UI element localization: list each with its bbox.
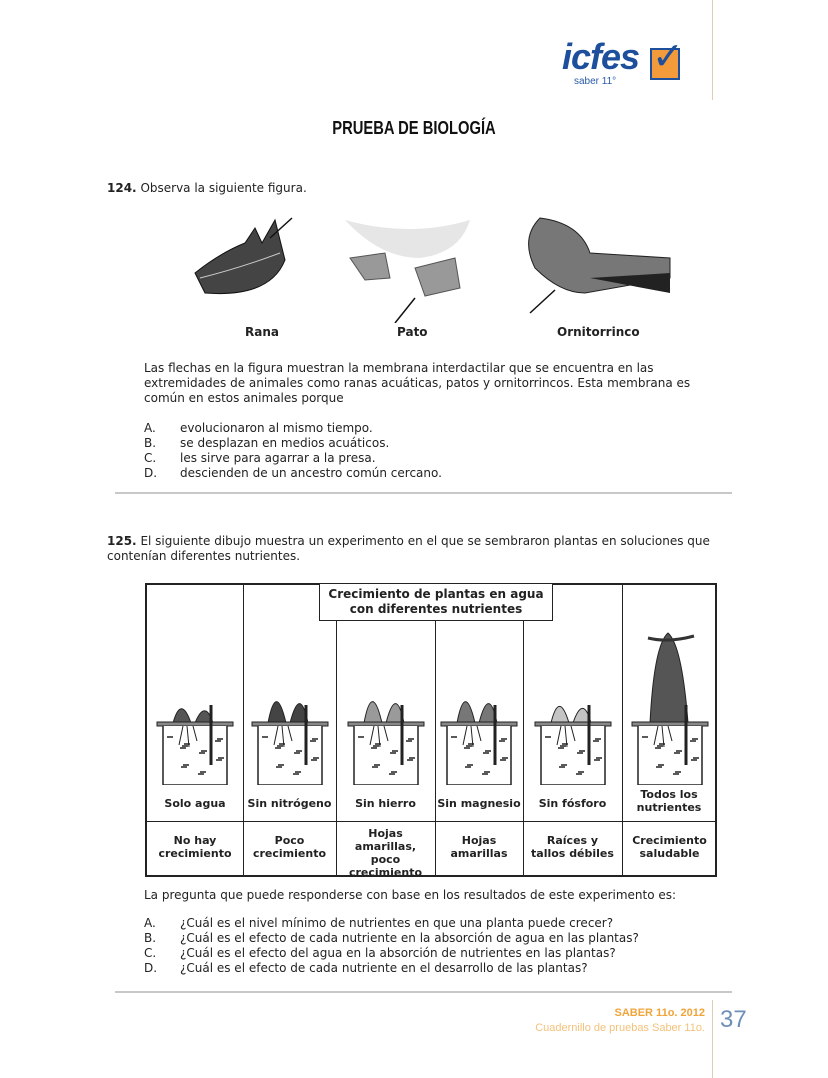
option-text: descienden de un ancestro común cercano.	[180, 466, 442, 480]
answer-option	[144, 421, 373, 435]
option-letter: D.	[144, 961, 158, 975]
column-divider	[523, 585, 524, 875]
footer-subtitle: Cuadernillo de pruebas Saber 11o.	[535, 1022, 705, 1034]
question-124-stem: Las flechas en la figura muestran la membrana interdactilar que se encuentra en las extremidades de animales como ranas acuáticas, patos y ornitorrincos. Esta membrana es común en estos animales porque	[144, 361, 691, 405]
column-divider	[435, 585, 436, 875]
logo-word: icfes	[562, 36, 640, 77]
plant-beaker-drawing	[248, 595, 332, 785]
option-letter: C.	[144, 946, 157, 960]
platypus-foot-image	[529, 218, 670, 313]
result-label: Crecimiento saludable	[632, 834, 707, 860]
condition-label: Sin magnesio	[437, 797, 521, 810]
option-letter: A.	[144, 421, 156, 435]
result-label: Hojas amarillas	[450, 834, 508, 860]
plant-beaker-drawing	[344, 595, 428, 785]
answer-option	[144, 916, 613, 930]
condition-label: Solo agua	[164, 797, 226, 810]
label-pato: Pato	[397, 325, 428, 339]
question-124-prompt	[107, 181, 307, 196]
check-icon: ✓	[652, 34, 684, 78]
figure-title: Crecimiento de plantas en agua con diferentes nutrientes	[319, 583, 553, 621]
margin-line-top	[712, 0, 713, 100]
row-divider	[147, 821, 715, 822]
plant-beaker-drawing	[437, 595, 521, 785]
plant-beaker-drawing	[531, 595, 615, 785]
question-125-prompt	[107, 534, 727, 564]
result-label: Raíces y tallos débiles	[531, 834, 614, 860]
page-number: 37	[720, 1006, 747, 1033]
webbed-feet-figure	[190, 198, 680, 323]
option-letter: A.	[144, 916, 156, 930]
margin-line-bottom	[712, 1000, 713, 1078]
option-text: ¿Cuál es el efecto de cada nutriente en el desarrollo de las plantas?	[180, 961, 588, 975]
footer-title: SABER 11o. 2012	[614, 1007, 705, 1019]
icfes-logo	[562, 36, 702, 96]
answer-option	[144, 436, 389, 450]
label-ornitorrinco: Ornitorrinco	[557, 325, 640, 339]
option-letter: D.	[144, 466, 158, 480]
frog-foot-image	[195, 218, 292, 294]
plant-beaker-drawing	[153, 595, 237, 785]
prompt-text: Observa la siguiente figura.	[140, 181, 307, 195]
divider	[115, 991, 732, 993]
answer-option	[144, 961, 588, 975]
column-divider	[622, 585, 623, 875]
answer-option	[144, 931, 639, 945]
condition-label: Todos los nutrientes	[636, 788, 702, 814]
result-label: No hay crecimiento	[158, 834, 232, 860]
experiment-figure	[145, 583, 717, 877]
duck-foot-image	[345, 220, 470, 323]
option-text: ¿Cuál es el efecto del agua en la absorción de nutrientes en las plantas?	[180, 946, 616, 960]
option-letter: B.	[144, 931, 157, 945]
page-title: PRUEBA DE BIOLOGÍA	[332, 118, 496, 138]
answer-option	[144, 946, 616, 960]
answer-option	[144, 451, 376, 465]
answer-option	[144, 466, 442, 480]
prompt-text: El siguiente dibujo muestra un experimento en el que se sembraron plantas en soluciones que contenían diferentes nutrientes.	[107, 534, 710, 563]
question-number: 125.	[107, 534, 137, 548]
option-text: se desplazan en medios acuáticos.	[180, 436, 390, 450]
result-label: Hojas amarillas, poco crecimiento	[348, 827, 423, 879]
condition-label: Sin hierro	[355, 797, 416, 810]
condition-label: Sin fósforo	[538, 797, 607, 810]
option-text: evolucionaron al mismo tiempo.	[180, 421, 373, 435]
question-125-stem: La pregunta que puede responderse con base en los resultados de este experimento es:	[144, 888, 677, 902]
option-text: ¿Cuál es el nivel mínimo de nutrientes en que una planta puede crecer?	[180, 916, 614, 930]
plant-beaker-drawing	[628, 595, 712, 785]
option-letter: C.	[144, 451, 157, 465]
result-label: Poco crecimiento	[252, 834, 327, 860]
option-text: les sirve para agarrar a la presa.	[180, 451, 376, 465]
question-number: 124.	[107, 181, 137, 195]
option-letter: B.	[144, 436, 157, 450]
logo-sub: saber 11°	[574, 76, 617, 87]
condition-label: Sin nitrógeno	[247, 797, 332, 810]
option-text: ¿Cuál es el efecto de cada nutriente en la absorción de agua en las plantas?	[180, 931, 639, 945]
divider	[115, 492, 732, 494]
column-divider	[243, 585, 244, 875]
label-rana: Rana	[245, 325, 279, 339]
